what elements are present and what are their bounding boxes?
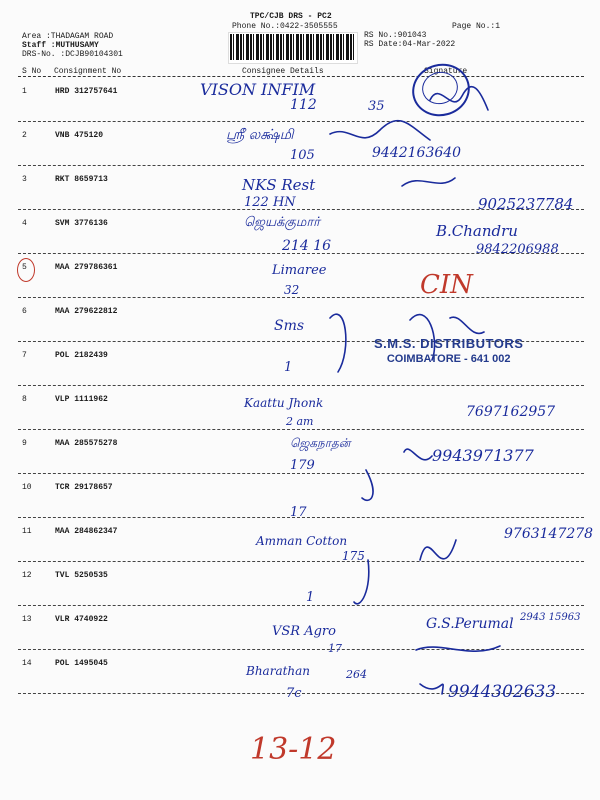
hw-r8-name: Kaattu Jhonk	[244, 396, 324, 410]
hw-r1-extra: 35	[368, 99, 385, 114]
hw-r1-name: VISON INFIM	[200, 80, 316, 99]
row-consignment: POL 1495045	[55, 659, 108, 668]
area-label: Area :THADAGAM ROAD	[22, 32, 114, 41]
row-sno: 7	[22, 351, 27, 360]
hw-r6-name: Sms	[274, 318, 305, 334]
hw-r11-phone: 9763147278	[504, 526, 594, 542]
row-sno: 8	[22, 395, 27, 404]
row-5-circle-mark	[17, 258, 35, 282]
hw-r2-phone: 9442163640	[372, 145, 462, 161]
hw-r4-name: ஜெயக்குமார்	[244, 215, 320, 230]
hw-r4-sign: B.Chandru	[436, 222, 518, 240]
hw-total: 13-12	[250, 732, 337, 767]
row-consignment: MAA 279622812	[55, 307, 118, 316]
row-sno: 14	[22, 659, 32, 668]
rs-number: RS No.:901043	[364, 31, 427, 40]
hw-r13-addr: 17	[328, 642, 342, 655]
hw-r2-name: ஸ்ரீ லக்ஷ்மி	[226, 127, 294, 143]
hw-r3-addr: 122 HN	[244, 195, 296, 210]
row-consignment: MAA 284862347	[55, 527, 118, 536]
hw-r11-name: Amman Cotton	[256, 534, 348, 548]
company-stamp	[374, 336, 523, 365]
hw-r3-name: NKS Rest	[242, 176, 316, 194]
row-consignment: MAA 279786361	[55, 263, 118, 272]
drs-number: DRS-No. :DCJB90104301	[22, 50, 123, 59]
page-number: Page No.:1	[452, 22, 501, 31]
header-divider	[18, 76, 584, 77]
hw-r9-addr: 179	[290, 458, 315, 473]
row-consignment: POL 2182439	[55, 351, 108, 360]
row-consignment: VLP 1111962	[55, 395, 108, 404]
barcode-image	[230, 34, 354, 60]
hw-r4-addr: 214 16	[282, 238, 331, 254]
rs-date: RS Date:04-Mar-2022	[364, 40, 456, 49]
col-signature: Signature	[424, 67, 468, 76]
staff-label: Staff :MUTHUSAMY	[22, 41, 99, 50]
hw-r5-name: Limaree	[272, 263, 327, 278]
row-consignment: MAA 285575278	[55, 439, 118, 448]
row-sno: 13	[22, 615, 32, 624]
col-consignee: Consignee Details	[242, 67, 324, 76]
hw-r4-phone: 9842206988	[476, 242, 559, 257]
row-consignment: RKT 8659713	[55, 175, 108, 184]
row-sno: 11	[22, 527, 32, 536]
hw-r9-phone: 9943971377	[432, 446, 534, 465]
row-consignment: VLR 4740922	[55, 615, 108, 624]
row-consignment: HRD 312757641	[55, 87, 118, 96]
row-sno: 10	[22, 483, 32, 492]
phone-number: Phone No.:0422-3505555	[232, 22, 338, 31]
hw-r12-addr: 1	[306, 590, 315, 605]
row-sno: 1	[22, 87, 27, 96]
row-sno: 5	[22, 263, 27, 272]
hw-r10-addr: 17	[290, 505, 307, 520]
table-row	[18, 562, 584, 606]
hw-r9-name: ஜெகநாதன்	[290, 436, 351, 450]
hw-r1-addr: 112	[290, 97, 317, 113]
hw-r8-phone: 7697162957	[466, 404, 556, 420]
col-sno: S No	[22, 67, 42, 76]
hw-r14-addr: 7c	[286, 686, 302, 701]
hw-r5-addr: 32	[284, 283, 300, 297]
hw-r2-addr: 105	[290, 148, 315, 163]
row-sno: 9	[22, 439, 27, 448]
company-stamp-line2: COIMBATORE - 641 002	[386, 353, 511, 365]
hw-r5-remark: CIN	[420, 270, 473, 300]
hw-r14-phone: 9944302633	[448, 682, 557, 702]
hw-r3-phone: 9025237784	[478, 195, 574, 213]
hw-r13-name: VSR Agro	[272, 624, 336, 639]
hw-r13-sign: G.S.Perumal	[426, 616, 514, 632]
hw-r14-name: Bharathan	[246, 664, 311, 678]
col-consignment: Consignment No	[54, 67, 122, 76]
hw-r7-addr: 1	[284, 360, 293, 375]
hw-r11-addr: 175	[342, 549, 365, 563]
row-sno: 6	[22, 307, 27, 316]
company-stamp-line1: S.M.S. DISTRIBUTORS	[374, 336, 524, 351]
row-consignment: TVL 5250535	[55, 571, 108, 580]
row-sno: 12	[22, 571, 32, 580]
row-sno: 4	[22, 219, 27, 228]
hw-r14-extra: 264	[346, 668, 367, 681]
sheet-title: TPC/CJB DRS - PC2	[250, 12, 332, 21]
row-sno: 3	[22, 175, 27, 184]
hw-r13-extra: 2943 15963	[520, 612, 581, 623]
row-sno: 2	[22, 131, 27, 140]
row-consignment: SVM 3776136	[55, 219, 108, 228]
row-consignment: TCR 29178657	[55, 483, 113, 492]
row-consignment: VNB 475120	[55, 131, 104, 140]
hw-r8-addr: 2 am	[286, 415, 314, 428]
